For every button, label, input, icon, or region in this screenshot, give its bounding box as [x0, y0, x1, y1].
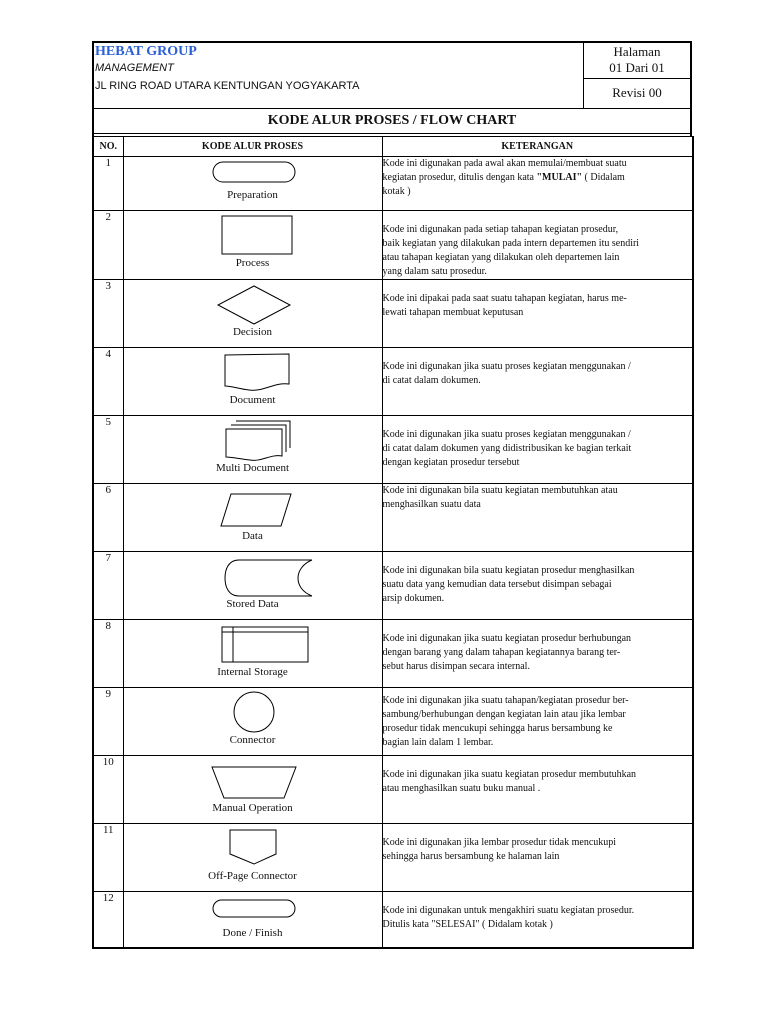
description-cell [382, 157, 693, 211]
symbol-cell [123, 484, 382, 552]
preparation-symbol [124, 157, 383, 211]
description-cell [382, 824, 693, 892]
symbol-label: Done / Finish [222, 927, 283, 939]
description-text: Kode ini dipakai pada saat suatu tahapan kegiatan, harus me- lewati tahapan membuat keputusan [382, 293, 627, 318]
document-sheet [92, 41, 692, 949]
page-label: Halaman [613, 44, 661, 59]
description-text: Kode ini digunakan jika suatu tahapan/kegiatan prosedur ber- sambung/berhubungan dengan kegiatan lain atau jika lembar prosedur tidak mencukupi sehingga harus bersambung ke bagian lain dalam 1 lembar. [382, 695, 629, 748]
table-row [93, 892, 693, 948]
table-row [93, 756, 693, 824]
row-number: 4 [93, 348, 123, 416]
description-text: Kode ini digunakan untuk mengakhiri suatu kegiatan prosedur. Ditulis kata "SELESAI" ( Didalam kotak ) [382, 905, 635, 930]
symbol-label: Off-Page Connector [208, 870, 297, 882]
description-text: Kode ini digunakan bila suatu kegiatan prosedur menghasilkan suatu data yang kemudian data tersebut disimpan sebagai arsip dokumen. [382, 565, 635, 604]
description-cell [382, 620, 693, 688]
row-number: 12 [93, 892, 123, 948]
symbol-label: Connector [229, 734, 276, 746]
company-info [94, 43, 583, 108]
row-number: 5 [93, 416, 123, 484]
row-number: 6 [93, 484, 123, 552]
symbol-label: Preparation [227, 189, 278, 201]
symbol-cell [123, 620, 382, 688]
symbol-label: Decision [232, 326, 273, 338]
page-title: KODE ALUR PROSES / FLOW CHART [92, 109, 692, 134]
symbol-cell [123, 211, 382, 280]
symbol-cell [123, 892, 382, 948]
table-row [93, 824, 693, 892]
column-header-no: NO. [93, 137, 123, 157]
table-row [93, 416, 693, 484]
column-header-code: KODE ALUR PROSES [123, 137, 382, 157]
row-number: 1 [93, 157, 123, 211]
row-number: 8 [93, 620, 123, 688]
column-header-desc: KETERANGAN [382, 137, 693, 157]
table-row [93, 348, 693, 416]
department-name: MANAGEMENT [95, 62, 174, 74]
description-text: Kode ini digunakan jika lembar prosedur tidak mencukupi sehingga harus bersambung ke halaman lain [382, 837, 617, 862]
description-cell [382, 484, 693, 552]
table-row [93, 688, 693, 756]
table-row [93, 620, 693, 688]
document-header [92, 41, 692, 109]
symbol-label: Multi Document [215, 462, 290, 474]
description-text: Kode ini digunakan bila suatu kegiatan membutuhkan atau menghasilkan suatu data [382, 485, 618, 510]
description-cell [382, 416, 693, 484]
page-info [584, 43, 690, 79]
description-text: Kode ini digunakan jika suatu proses kegiatan menggunakan / di catat dalam dokumen. [382, 361, 631, 386]
flowchart-symbol-table [92, 136, 694, 949]
symbol-cell [123, 824, 382, 892]
symbol-cell [123, 688, 382, 756]
symbol-cell [123, 157, 382, 211]
description-text: Kode ini digunakan jika suatu kegiatan prosedur berhubungan dengan barang yang dalam tahapan kegiatannya barang ter- sebut harus disimpan secara internal. [382, 633, 632, 672]
keyword-mulai: "MULAI" [536, 172, 583, 183]
symbol-label: Data [242, 530, 263, 542]
description-cell [382, 688, 693, 756]
row-number: 9 [93, 688, 123, 756]
row-number: 3 [93, 280, 123, 348]
description-text: Kode ini digunakan pada awal akan memulai/membuat suatu kegiatan prosedur, ditulis dengan kata "MULAI" ( Didalam kotak ) [382, 158, 627, 197]
company-name: HEBAT GROUP [95, 44, 197, 59]
table-row [93, 280, 693, 348]
symbol-label: Manual Operation [212, 802, 293, 814]
description-cell [382, 348, 693, 416]
description-cell [382, 280, 693, 348]
symbol-label: Internal Storage [217, 666, 288, 678]
description-cell [382, 211, 693, 280]
description-cell [382, 756, 693, 824]
document-meta [583, 43, 690, 108]
symbol-label: Document [229, 394, 276, 406]
row-number: 7 [93, 552, 123, 620]
company-address: JL RING ROAD UTARA KENTUNGAN YOGYAKARTA [95, 80, 360, 92]
table-row [93, 211, 693, 280]
symbol-cell [123, 348, 382, 416]
symbol-label: Stored Data [226, 598, 279, 610]
row-number: 10 [93, 756, 123, 824]
symbol-cell [123, 416, 382, 484]
row-number: 11 [93, 824, 123, 892]
description-cell [382, 892, 693, 948]
table-row [93, 157, 693, 211]
description-cell [382, 552, 693, 620]
table-row [93, 484, 693, 552]
description-text: Kode ini digunakan pada setiap tahapan kegiatan prosedur, baik kegiatan yang dilakukan pada intern departemen itu sendiri atau tahapan kegiatan yang dilakukan oleh departemen lain yang dalam satu prosedur. [382, 224, 640, 277]
description-text: Kode ini digunakan jika suatu proses kegiatan menggunakan / di catat dalam dokumen yang didistribusikan ke bagian terkait dengan kegiatan prosedur tersebut [382, 429, 632, 468]
symbol-label: Process [235, 257, 270, 269]
revision-info: Revisi 00 [612, 85, 662, 100]
table-row [93, 552, 693, 620]
table-header-row [93, 137, 693, 157]
symbol-cell [123, 552, 382, 620]
row-number: 2 [93, 211, 123, 280]
symbol-cell [123, 756, 382, 824]
description-text: Kode ini digunakan jika suatu kegiatan prosedur membutuhkan atau menghasilkan suatu buku manual . [382, 769, 637, 794]
symbol-cell [123, 280, 382, 348]
page-value: 01 Dari 01 [609, 60, 665, 75]
terminator-symbol [124, 892, 383, 948]
